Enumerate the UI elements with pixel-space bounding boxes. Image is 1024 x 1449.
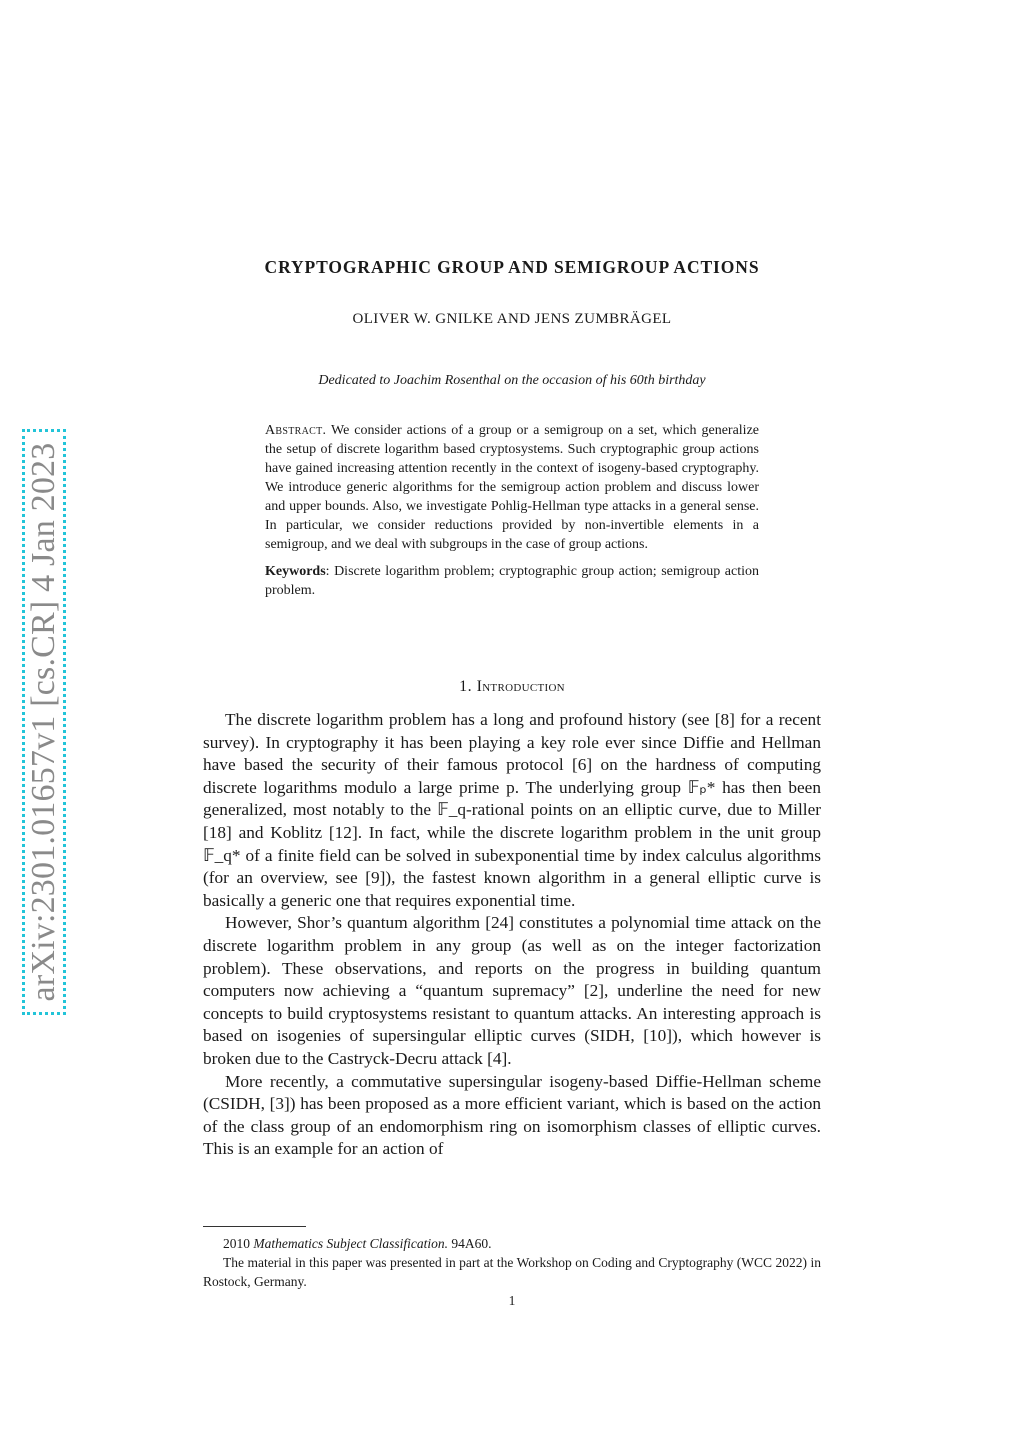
arxiv-identifier: arXiv:2301.01657v1 [cs.CR] 4 Jan 2023 — [25, 442, 62, 1002]
msc-label: Mathematics Subject Classification. — [253, 1236, 448, 1251]
section-heading — [0, 678, 1024, 696]
paragraph: More recently, a commutative supersingular isogeny-based Diffie-Hellman scheme (CSIDH, [3]) has been proposed as a more efficient variant, which is based on the action of the class group of an endomorphism ring on isomorphism classes of elliptic curves. This is an example for an action of — [203, 1071, 821, 1159]
section-title: Introduction — [476, 678, 565, 695]
keywords: Keywords: Discrete logarithm problem; cryptographic group action; semigroup action problem. — [265, 564, 759, 598]
abstract-body — [265, 421, 759, 554]
abstract-text: We consider actions of a group or a semigroup on a set, which generalize the setup of discrete logarithm based cryptosystems. Such cryptographic group actions have gained increasing attention recently in the context of isogeny-based cryptography. We introduce generic algorithms for the semigroup action problem and discuss lower and upper bounds. Also, we investigate Pohlig-Hellman type attacks in a general sense. In particular, we consider reductions provided by non-invertible elements in a semigroup, and we deal with subgroups in the case of group actions. — [265, 423, 759, 552]
dedication: Dedicated to Joachim Rosenthal on the occasion of his 60th birthday — [318, 373, 706, 388]
keywords-label: Keywords — [265, 564, 326, 579]
abstract-label: Abstract. — [265, 423, 327, 438]
footnote-note: The material in this paper was presented in part at the Workshop on Coding and Cryptography (WCC 2022) in Rostock, Germany. — [203, 1255, 821, 1289]
paper-title: CRYPTOGRAPHIC GROUP AND SEMIGROUP ACTIONS — [264, 257, 760, 277]
abstract — [265, 421, 759, 600]
paper-authors: OLIVER W. GNILKE AND JENS ZUMBRÄGEL — [352, 311, 672, 327]
footnote-rule — [203, 1226, 306, 1227]
section-number: 1. — [459, 678, 473, 695]
footnote-msc — [203, 1234, 821, 1253]
msc-year: 2010 — [223, 1236, 250, 1251]
paragraph: However, Shor’s quantum algorithm [24] constitutes a polynomial time attack on the discrete logarithm problem in any group (as well as on the integer factorization problem). These observations, and reports on the progress in building quantum computers now achieving a “quantum supremacy” [2], underline the need for new concepts to build cryptosystems resistant to quantum attacks. An interesting approach is based on isogenies of supersingular elliptic curves (SIDH, [10]), which however is broken due to the Castryck-Decru attack [4]. — [203, 913, 821, 1068]
page-number: 1 — [508, 1293, 516, 1308]
paragraph: The discrete logarithm problem has a long and profound history (see [8] for a recent survey). In cryptography it has been playing a key role ever since Diffie and Hellman have based the security of their famous protocol [6] on the hardness of computing discrete logarithms modulo a large prime p. The underlying group 𝔽ₚ* has then been generalized, most notably to the 𝔽_q-rational points on an elliptic curve, due to Miller [18] and Koblitz [12]. In fact, while the discrete logarithm problem in the unit group 𝔽_q* of a finite field can be solved in subexponential time by index calculus algorithms (for an overview, see [9]), the fastest known algorithm in a general elliptic curve is basically a generic one that requires exponential time. — [203, 710, 821, 910]
msc-code: 94A60. — [451, 1236, 492, 1251]
arxiv-identifier-stamp — [22, 429, 66, 1015]
keywords-text: Discrete logarithm problem; cryptographic group action; semigroup action problem. — [265, 564, 759, 598]
footnotes — [203, 1234, 821, 1291]
body-text — [203, 709, 821, 1161]
